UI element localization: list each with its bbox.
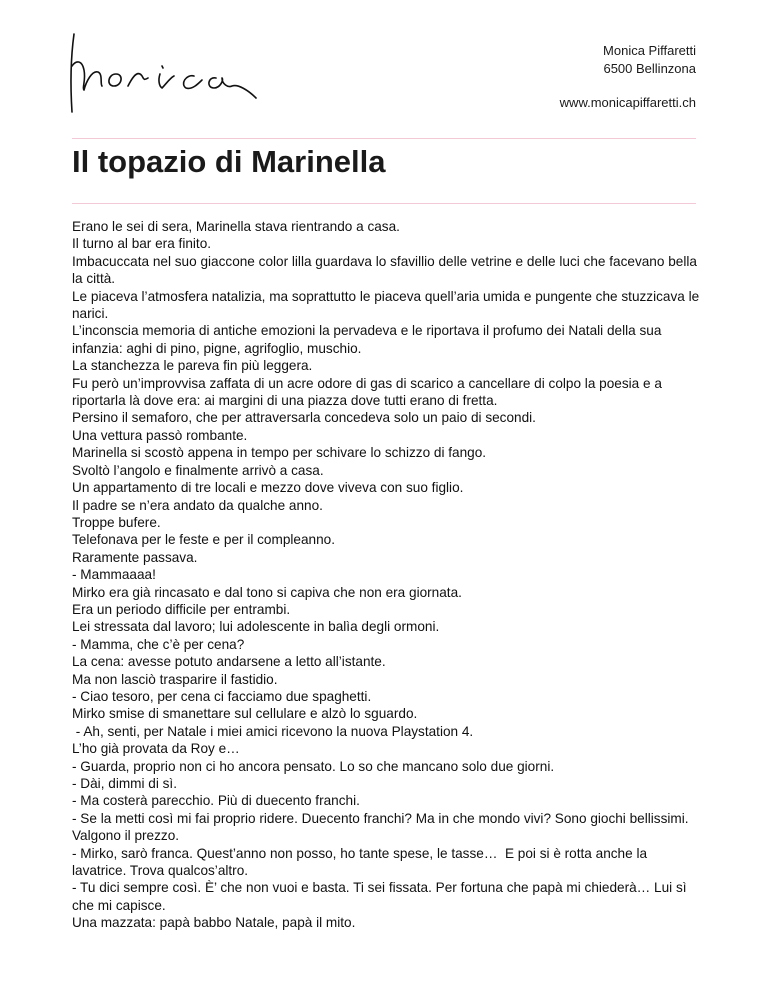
paragraph: Fu però un’improvvisa zaffata di un acre odore di gas di scarico a cancellare di colpo la poesia e a riportarla là dove era: ai margini di una piazza dove tutti erano di fretta. bbox=[72, 375, 666, 409]
paragraph: Un appartamento di tre locali e mezzo dove viveva con suo figlio. bbox=[72, 480, 464, 496]
paragraph: Il padre se n’era andato da qualche anno. bbox=[72, 497, 323, 513]
paragraph: Imbacuccata nel suo giaccone color lilla guardava lo sfavillio delle vetrine e delle luci che facevano bella la città. bbox=[72, 253, 701, 287]
paragraph: Telefonava per le feste e per il compleanno. bbox=[72, 532, 335, 548]
paragraph: Il turno al bar era finito. bbox=[72, 236, 212, 252]
paragraph: Ma non lasciò trasparire il fastidio. bbox=[72, 671, 278, 687]
paragraph: Raramente passava. bbox=[72, 549, 198, 565]
paragraph: - Guarda, proprio non ci ho ancora pensato. Lo so che mancano solo due giorni. bbox=[72, 758, 555, 774]
paragraph: Le piaceva l’atmosfera natalizia, ma soprattutto le piaceva quell’aria umida e pungente che stuzzicava le narici. bbox=[72, 288, 703, 322]
paragraph: - Ciao tesoro, per cena ci facciamo due spaghetti. bbox=[72, 688, 372, 704]
paragraph: Una mazzata: papà babbo Natale, papà il mito. bbox=[72, 915, 356, 931]
author-name: Monica Piffaretti bbox=[603, 43, 696, 58]
paragraph: - Mammaaaa! bbox=[72, 567, 156, 583]
story-body bbox=[72, 218, 702, 932]
paragraph: - Se la metti così mi fai proprio ridere. Duecento franchi? Ma in che mondo vivi? Sono giochi bellissimi. Valgono il prezzo. bbox=[72, 810, 693, 844]
author-city: 6500 Bellinzona bbox=[603, 61, 696, 76]
page-title: Il topazio di Marinella bbox=[72, 144, 386, 179]
paragraph: - Mamma, che c’è per cena? bbox=[72, 636, 245, 652]
paragraph: Una vettura passò rombante. bbox=[72, 427, 248, 443]
paragraph: - Ah, senti, per Natale i miei amici ricevono la nuova Playstation 4. bbox=[72, 723, 474, 739]
author-website[interactable]: www.monicapiffaretti.ch bbox=[559, 95, 696, 110]
paragraph: Svoltò l’angolo e finalmente arrivò a casa. bbox=[72, 462, 324, 478]
paragraph: L’ho già provata da Roy e… bbox=[72, 741, 240, 757]
paragraph: La stanchezza le pareva fin più leggera. bbox=[72, 358, 313, 374]
paragraph: La cena: avesse potuto andarsene a letto all’istante. bbox=[72, 654, 386, 670]
author-address bbox=[603, 42, 696, 78]
paragraph: Mirko smise di smanettare sul cellulare e alzò lo sguardo. bbox=[72, 706, 418, 722]
paragraph: - Dài, dimmi di sì. bbox=[72, 776, 177, 791]
paragraph: L’inconscia memoria di antiche emozioni la pervadeva e le riportava il profumo dei Natali della sua infanzia: aghi di pino, pigne, agrifoglio, muschio. bbox=[72, 323, 666, 356]
paragraph: Persino il semaforo, che per attraversarla concedeva solo un paio di secondi. bbox=[72, 410, 536, 426]
title-divider bbox=[72, 203, 696, 204]
header-divider bbox=[72, 138, 696, 139]
paragraph: Erano le sei di sera, Marinella stava rientrando a casa. bbox=[72, 219, 400, 234]
signature-logo bbox=[62, 26, 272, 118]
paragraph: Troppe bufere. bbox=[72, 514, 161, 530]
paragraph: - Ma costerà parecchio. Più di duecento franchi. bbox=[72, 793, 360, 809]
paragraph: - Mirko, sarò franca. Quest’anno non posso, ho tante spese, le tasse… E poi si è rotta anche la lavatrice. Trova qualcos’altro. bbox=[72, 845, 651, 879]
paragraph: Mirko era già rincasato e dal tono si capiva che non era giornata. bbox=[72, 584, 462, 600]
paragraph: Lei stressata dal lavoro; lui adolescente in balìa degli ormoni. bbox=[72, 619, 440, 635]
paragraph: Era un periodo difficile per entrambi. bbox=[72, 601, 291, 617]
paragraph: - Tu dici sempre così. È’ che non vuoi e basta. Ti sei fissata. Per fortuna che papà mi chiederà… Lui sì che mi capisce. bbox=[72, 880, 691, 913]
paragraph: Marinella si scostò appena in tempo per schivare lo schizzo di fango. bbox=[72, 445, 487, 461]
